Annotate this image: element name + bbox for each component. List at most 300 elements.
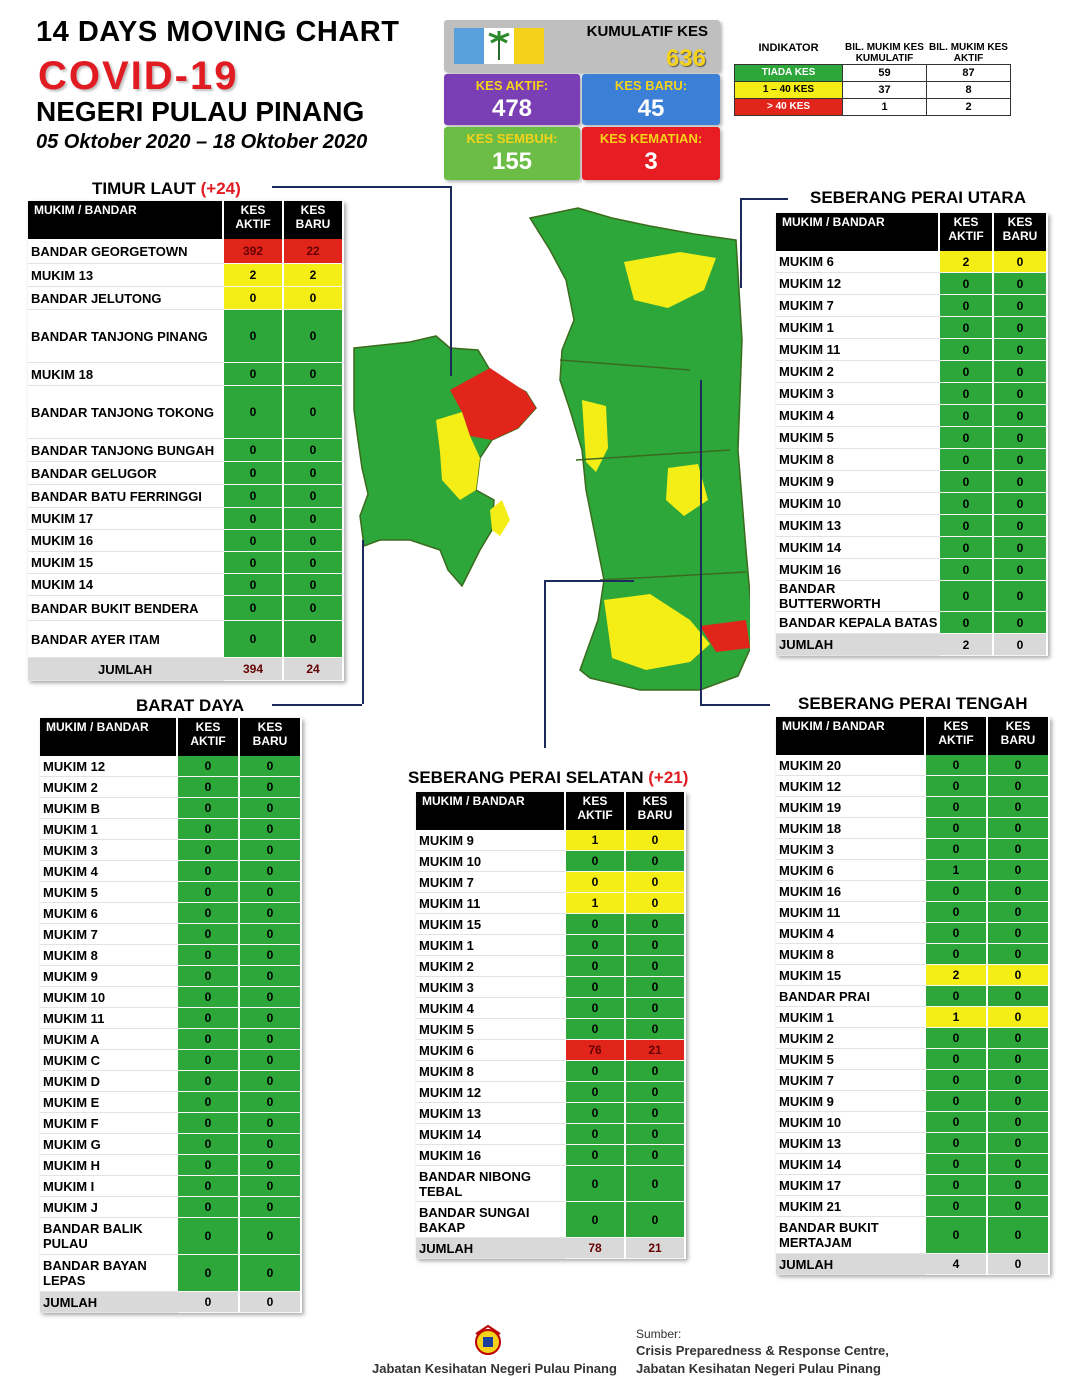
row-name: MUKIM 15 [28, 552, 224, 574]
indicator-col-aktif: BIL. MUKIM KES AKTIF [929, 41, 1008, 64]
row-kes-aktif: 0 [926, 797, 988, 818]
table-row [776, 1070, 1050, 1091]
row-kes-aktif: 0 [178, 1092, 240, 1113]
row-kes-aktif: 0 [178, 1134, 240, 1155]
row-kes-aktif: 0 [926, 839, 988, 860]
table-row [416, 1124, 686, 1145]
row-name: MUKIM 14 [416, 1124, 566, 1145]
row-kes-baru: 0 [240, 1155, 302, 1176]
table-row [416, 1061, 686, 1082]
row-name: MUKIM 11 [40, 1008, 178, 1029]
table-row [776, 339, 1048, 361]
row-name: MUKIM 10 [776, 1112, 926, 1133]
row-kes-baru: 0 [994, 317, 1048, 339]
row-kes-aktif: 0 [926, 944, 988, 965]
indicator-label: TIADA KES [735, 64, 843, 81]
footer-source-label: Sumber: [636, 1327, 682, 1341]
row-name: MUKIM 13 [28, 264, 224, 287]
row-kes-aktif: 0 [566, 914, 626, 935]
row-name: MUKIM 17 [776, 1175, 926, 1196]
row-kes-baru: 0 [284, 621, 344, 658]
table-total-row [416, 1238, 686, 1259]
table-header [776, 717, 1050, 755]
row-kes-baru: 0 [240, 903, 302, 924]
spt-table [776, 717, 1050, 1275]
indicator-row [735, 81, 1011, 98]
row-kes-baru: 0 [626, 998, 686, 1019]
row-kes-aktif: 0 [926, 902, 988, 923]
row-kes-aktif: 2 [926, 965, 988, 986]
row-name: BANDAR AYER ITAM [28, 621, 224, 658]
row-name: MUKIM 8 [40, 945, 178, 966]
barat-daya-table [40, 718, 302, 1313]
kumulatif-cell [444, 20, 720, 72]
col-header-baru: KES BARU [626, 792, 686, 830]
row-name: MUKIM 1 [776, 317, 940, 339]
row-name: MUKIM 4 [40, 861, 178, 882]
table-header [416, 792, 686, 830]
row-kes-baru: 0 [626, 1202, 686, 1238]
table-row [776, 986, 1050, 1007]
connector-sps-v [544, 580, 546, 748]
table-row [776, 776, 1050, 797]
table-row [776, 1049, 1050, 1070]
row-kes-aktif: 0 [940, 295, 994, 317]
row-name: MUKIM D [40, 1071, 178, 1092]
row-kes-baru: 21 [626, 1238, 686, 1259]
table-row [776, 1175, 1050, 1196]
row-name: MUKIM 6 [40, 903, 178, 924]
table-row [28, 264, 344, 287]
connector-spu [740, 198, 788, 200]
col-header-aktif: KES AKTIF [566, 792, 626, 830]
row-name: MUKIM 5 [776, 1049, 926, 1070]
row-kes-baru: 0 [988, 1254, 1050, 1275]
row-name: MUKIM 4 [776, 405, 940, 427]
row-name: MUKIM 2 [776, 361, 940, 383]
row-name: MUKIM 21 [776, 1196, 926, 1217]
timur-laut-table-wrap [28, 201, 344, 681]
row-kes-baru: 0 [988, 1175, 1050, 1196]
row-kes-baru: 0 [284, 530, 344, 552]
connector-bd [272, 704, 362, 706]
row-kes-aktif: 0 [926, 1091, 988, 1112]
row-name: BANDAR TANJONG BUNGAH [28, 439, 224, 462]
row-name: MUKIM 12 [776, 273, 940, 295]
row-kes-aktif: 0 [566, 851, 626, 872]
table-row [28, 287, 344, 310]
row-name: MUKIM 7 [776, 295, 940, 317]
row-kes-baru: 0 [994, 383, 1048, 405]
table-row [416, 1040, 686, 1061]
row-kes-baru: 0 [240, 756, 302, 777]
row-kes-baru: 0 [284, 552, 344, 574]
table-row [40, 1197, 302, 1218]
table-row [28, 574, 344, 596]
kes-baru-cell [582, 74, 720, 125]
row-kes-baru: 0 [994, 449, 1048, 471]
row-kes-baru: 0 [994, 361, 1048, 383]
row-name: MUKIM 11 [416, 893, 566, 914]
connector-spu-v [740, 198, 742, 288]
row-kes-aktif: 0 [178, 1176, 240, 1197]
row-name: MUKIM 3 [776, 383, 940, 405]
footer-source-2: Jabatan Kesihatan Negeri Pulau Pinang [636, 1361, 881, 1376]
table-row [776, 1112, 1050, 1133]
row-kes-aktif: 0 [224, 530, 284, 552]
table-row [776, 1133, 1050, 1154]
table-total-row [776, 1254, 1050, 1275]
date-range: 05 Oktober 2020 – 18 Oktober 2020 [36, 131, 368, 153]
row-kes-baru: 0 [240, 1050, 302, 1071]
row-kes-baru: 0 [988, 1028, 1050, 1049]
row-kes-baru: 0 [988, 1133, 1050, 1154]
indicator-col-kumulatif: BIL. MUKIM KES KUMULATIF [845, 41, 924, 64]
row-kes-aktif: 0 [566, 1202, 626, 1238]
row-name: MUKIM I [40, 1176, 178, 1197]
row-name: BANDAR PRAI [776, 986, 926, 1007]
row-kes-baru: 0 [626, 1145, 686, 1166]
row-name: BANDAR GEORGETOWN [28, 239, 224, 264]
timur-laut-title: TIMUR LAUT (+24) [92, 179, 241, 198]
kumulatif-label: KUMULATIF KES [586, 23, 708, 40]
row-kes-baru: 0 [994, 471, 1048, 493]
row-kes-aktif: 0 [178, 1029, 240, 1050]
table-row [28, 310, 344, 363]
row-kes-aktif: 0 [566, 872, 626, 893]
row-kes-baru: 0 [988, 986, 1050, 1007]
row-kes-baru: 0 [994, 612, 1048, 634]
row-kes-aktif: 0 [566, 1124, 626, 1145]
row-kes-aktif: 0 [940, 515, 994, 537]
barat-daya-title: BARAT DAYA [136, 696, 245, 715]
kes-kematian-value: 3 [644, 148, 658, 175]
row-name: MUKIM 18 [776, 818, 926, 839]
row-kes-aktif: 0 [926, 1175, 988, 1196]
row-kes-aktif: 0 [178, 945, 240, 966]
row-kes-baru: 0 [626, 914, 686, 935]
row-kes-baru: 0 [240, 924, 302, 945]
spu-title: SEBERANG PERAI UTARA [810, 188, 1026, 207]
row-kes-baru: 0 [994, 581, 1048, 612]
row-kes-baru: 0 [284, 310, 344, 363]
row-kes-baru: 0 [988, 1154, 1050, 1175]
row-name: MUKIM 1 [776, 1007, 926, 1028]
row-name: BANDAR GELUGOR [28, 462, 224, 485]
row-kes-aktif: 0 [178, 819, 240, 840]
col-header-name: MUKIM / BANDAR [416, 792, 566, 830]
row-kes-aktif: 0 [178, 924, 240, 945]
kes-baru-value: 45 [637, 95, 665, 122]
kes-sembuh-value: 155 [491, 148, 533, 175]
row-name: MUKIM 9 [40, 966, 178, 987]
indicator-aktif-value: 2 [927, 98, 1011, 115]
kes-kematian-cell [582, 127, 720, 180]
row-kes-baru: 0 [994, 634, 1048, 656]
table-row [776, 881, 1050, 902]
row-kes-aktif: 0 [224, 485, 284, 508]
row-name: MUKIM 19 [776, 797, 926, 818]
connector-tl-v [450, 186, 452, 376]
row-name: MUKIM 7 [416, 872, 566, 893]
connector-spt-v [700, 380, 702, 704]
table-row [776, 449, 1048, 471]
table-row [776, 427, 1048, 449]
row-kes-baru: 0 [988, 1049, 1050, 1070]
row-kes-aktif: 0 [940, 537, 994, 559]
row-name: MUKIM 9 [416, 830, 566, 851]
table-row [28, 386, 344, 439]
row-kes-aktif: 0 [566, 956, 626, 977]
row-kes-aktif: 0 [178, 1113, 240, 1134]
table-row [776, 839, 1050, 860]
table-row [416, 872, 686, 893]
row-kes-aktif: 0 [178, 903, 240, 924]
table-row [40, 798, 302, 819]
table-row [28, 363, 344, 386]
row-kes-aktif: 0 [178, 756, 240, 777]
row-kes-aktif: 0 [224, 386, 284, 439]
summary-panel [444, 20, 720, 180]
table-row [416, 956, 686, 977]
table-row [28, 552, 344, 574]
row-kes-baru: 0 [988, 1196, 1050, 1217]
indicator-row [735, 98, 1011, 115]
row-kes-aktif: 0 [566, 1082, 626, 1103]
row-kes-baru: 0 [284, 439, 344, 462]
table-row [28, 439, 344, 462]
row-name: MUKIM 13 [776, 1133, 926, 1154]
row-name: JUMLAH [40, 1292, 178, 1313]
row-kes-aktif: 0 [926, 776, 988, 797]
col-header-aktif: KES AKTIF [926, 717, 988, 755]
row-kes-baru: 0 [988, 1070, 1050, 1091]
row-name: MUKIM 16 [28, 530, 224, 552]
row-kes-baru: 0 [284, 462, 344, 485]
table-row [776, 1217, 1050, 1254]
row-kes-aktif: 0 [926, 1112, 988, 1133]
table-row [28, 485, 344, 508]
row-kes-baru: 0 [988, 923, 1050, 944]
table-row [416, 1082, 686, 1103]
table-header [28, 201, 344, 239]
row-kes-baru: 0 [994, 295, 1048, 317]
indicator-aktif-value: 87 [927, 64, 1011, 81]
state-title: NEGERI PULAU PINANG [36, 96, 365, 127]
row-kes-baru: 0 [994, 515, 1048, 537]
table-row [40, 1050, 302, 1071]
row-kes-baru: 0 [994, 273, 1048, 295]
table-row [776, 944, 1050, 965]
row-name: MUKIM 9 [776, 1091, 926, 1112]
row-kes-baru: 0 [988, 944, 1050, 965]
footer-source-1: Crisis Preparedness & Response Centre, [636, 1343, 889, 1358]
row-kes-aktif: 2 [940, 634, 994, 656]
row-kes-aktif: 0 [940, 493, 994, 515]
row-kes-baru: 0 [240, 1113, 302, 1134]
row-kes-aktif: 0 [940, 317, 994, 339]
table-row [28, 239, 344, 264]
table-total-row [776, 634, 1048, 656]
row-kes-baru: 0 [284, 574, 344, 596]
row-kes-baru: 24 [284, 658, 344, 681]
table-row [776, 612, 1048, 634]
table-row [776, 405, 1048, 427]
table-row [416, 935, 686, 956]
row-kes-baru: 0 [988, 1217, 1050, 1254]
table-row [776, 251, 1048, 273]
row-kes-baru: 0 [240, 819, 302, 840]
row-kes-baru: 0 [240, 1092, 302, 1113]
row-kes-aktif: 0 [224, 596, 284, 621]
row-name: MUKIM 16 [776, 881, 926, 902]
connector-sps [544, 580, 634, 582]
row-kes-aktif: 0 [224, 574, 284, 596]
table-row [40, 987, 302, 1008]
row-kes-aktif: 0 [566, 1103, 626, 1124]
table-row [776, 902, 1050, 923]
row-kes-baru: 0 [994, 405, 1048, 427]
row-name: MUKIM 8 [776, 449, 940, 471]
row-kes-baru: 0 [988, 755, 1050, 776]
row-kes-aktif: 0 [926, 1217, 988, 1254]
spu-table [776, 213, 1048, 656]
row-name: MUKIM G [40, 1134, 178, 1155]
table-row [776, 965, 1050, 986]
row-name: MUKIM 15 [416, 914, 566, 935]
row-kes-aktif: 76 [566, 1040, 626, 1061]
row-kes-baru: 0 [994, 559, 1048, 581]
row-name: MUKIM 5 [416, 1019, 566, 1040]
connector-bd-v [362, 540, 364, 704]
row-kes-aktif: 0 [926, 1196, 988, 1217]
row-kes-aktif: 0 [926, 1028, 988, 1049]
col-header-aktif: KES AKTIF [940, 213, 994, 251]
row-kes-aktif: 0 [224, 552, 284, 574]
table-row [40, 966, 302, 987]
row-kes-aktif: 0 [926, 881, 988, 902]
row-name: BANDAR SUNGAI BAKAP [416, 1202, 566, 1238]
row-name: MUKIM 12 [40, 756, 178, 777]
row-name: MUKIM 3 [776, 839, 926, 860]
row-kes-baru: 0 [626, 851, 686, 872]
row-kes-baru: 0 [284, 386, 344, 439]
row-kes-baru: 0 [994, 537, 1048, 559]
row-kes-baru: 0 [240, 1134, 302, 1155]
table-total-row [28, 658, 344, 681]
row-name: MUKIM 11 [776, 339, 940, 361]
row-kes-aktif: 2 [224, 264, 284, 287]
row-kes-baru: 0 [240, 1176, 302, 1197]
row-name: MUKIM B [40, 798, 178, 819]
table-row [776, 471, 1048, 493]
table-row [28, 621, 344, 658]
row-kes-aktif: 0 [224, 363, 284, 386]
kes-aktif-value: 478 [491, 95, 533, 122]
row-kes-baru: 0 [988, 797, 1050, 818]
row-kes-baru: 0 [284, 508, 344, 530]
row-kes-aktif: 0 [178, 1008, 240, 1029]
row-name: MUKIM 9 [776, 471, 940, 493]
row-kes-aktif: 0 [178, 1071, 240, 1092]
row-name: MUKIM 2 [416, 956, 566, 977]
col-header-name: MUKIM / BANDAR [776, 717, 926, 755]
row-kes-aktif: 0 [178, 882, 240, 903]
row-kes-aktif: 0 [926, 1133, 988, 1154]
table-row [40, 1029, 302, 1050]
row-kes-aktif: 0 [566, 1019, 626, 1040]
table-row [40, 1176, 302, 1197]
row-kes-aktif: 0 [224, 621, 284, 658]
table-row [416, 1019, 686, 1040]
row-name: MUKIM 4 [416, 998, 566, 1019]
indicator-aktif-value: 8 [927, 81, 1011, 98]
col-header-baru: KES BARU [994, 213, 1048, 251]
row-name: MUKIM 11 [776, 902, 926, 923]
row-kes-aktif: 0 [940, 581, 994, 612]
spu-table-wrap [776, 213, 1048, 656]
row-kes-aktif: 394 [224, 658, 284, 681]
row-name: MUKIM 14 [776, 537, 940, 559]
table-row [776, 1007, 1050, 1028]
row-kes-baru: 0 [240, 945, 302, 966]
table-row [416, 830, 686, 851]
row-kes-aktif: 0 [224, 287, 284, 310]
sps-table-wrap [416, 792, 686, 1259]
table-row [776, 537, 1048, 559]
row-name: MUKIM 14 [776, 1154, 926, 1175]
row-kes-aktif: 0 [926, 1070, 988, 1091]
row-kes-baru: 0 [994, 339, 1048, 361]
table-row [776, 1154, 1050, 1175]
row-kes-baru: 0 [626, 956, 686, 977]
row-kes-baru: 0 [988, 839, 1050, 860]
row-kes-aktif: 1 [926, 1007, 988, 1028]
row-kes-aktif: 0 [178, 1155, 240, 1176]
row-name: BANDAR BALIK PULAU [40, 1218, 178, 1255]
row-kes-baru: 0 [994, 427, 1048, 449]
row-kes-baru: 0 [240, 798, 302, 819]
row-kes-baru: 0 [994, 251, 1048, 273]
penang-map [350, 200, 750, 705]
table-row [776, 515, 1048, 537]
indicator-kumulatif-value: 37 [843, 81, 927, 98]
row-name: MUKIM 17 [28, 508, 224, 530]
row-name: MUKIM 1 [416, 935, 566, 956]
row-name: MUKIM 18 [28, 363, 224, 386]
table-row [40, 1218, 302, 1255]
table-row [40, 1113, 302, 1134]
row-kes-baru: 0 [626, 1166, 686, 1202]
table-row [776, 581, 1048, 612]
table-row [776, 383, 1048, 405]
table-row [28, 530, 344, 552]
table-row [28, 508, 344, 530]
row-kes-baru: 0 [240, 1292, 302, 1313]
kumulatif-value: 636 [665, 45, 706, 72]
table-row [40, 840, 302, 861]
row-name: JUMLAH [776, 1254, 926, 1275]
indicator-label: 1 – 40 KES [735, 81, 843, 98]
row-kes-baru: 0 [240, 882, 302, 903]
row-kes-aktif: 0 [926, 755, 988, 776]
row-kes-aktif: 0 [940, 405, 994, 427]
row-kes-aktif: 0 [224, 439, 284, 462]
row-kes-aktif: 0 [178, 1050, 240, 1071]
row-kes-baru: 0 [988, 776, 1050, 797]
table-row [776, 493, 1048, 515]
row-name: BANDAR KEPALA BATAS [776, 612, 940, 634]
